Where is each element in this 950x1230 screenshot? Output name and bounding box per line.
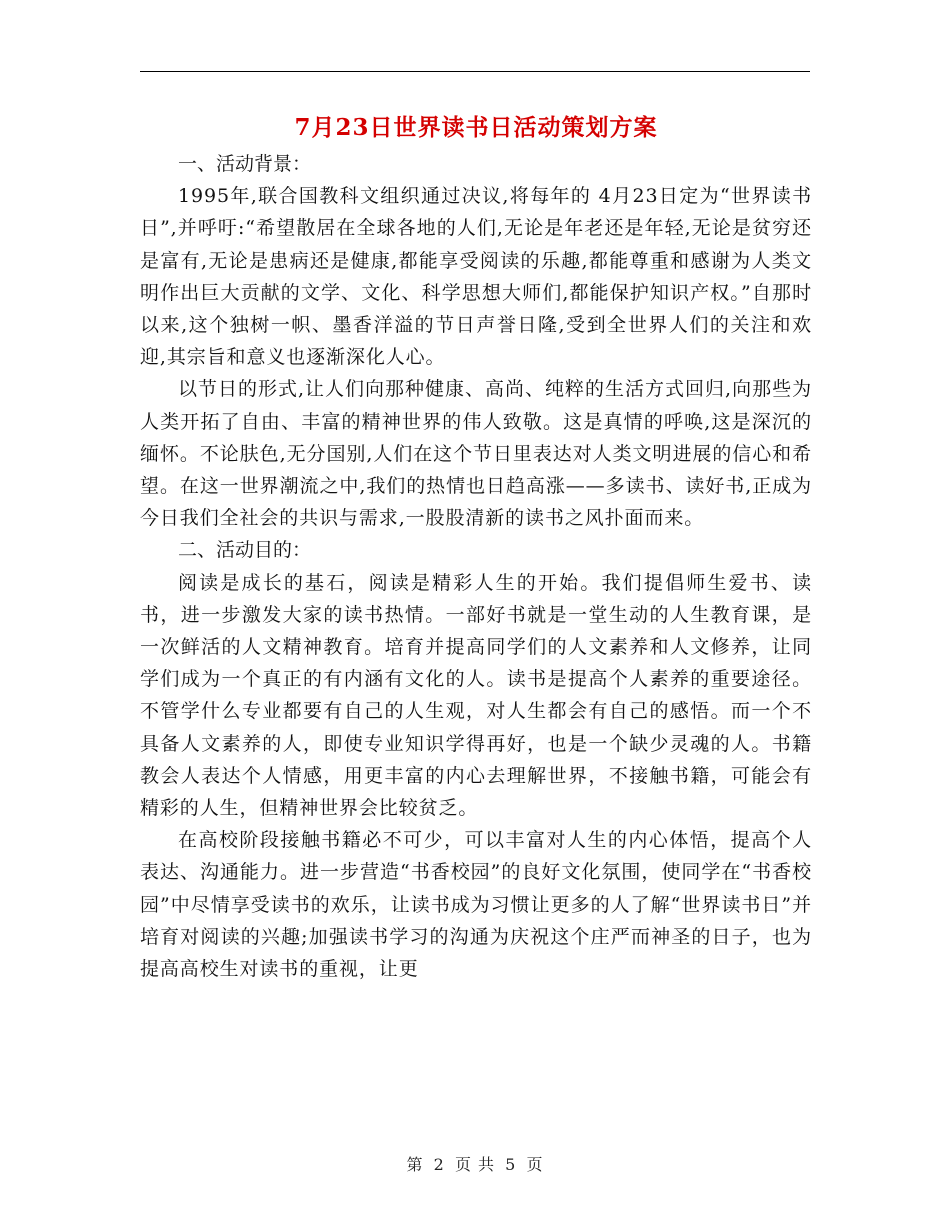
document-title: 7月23日世界读书日活动策划方案 [294, 114, 658, 141]
paragraph: 以节日的形式,让人们向那种健康、高尚、纯粹的生活方式回归,向那些为人类开拓了自由、丰富的精神世界的伟人致敬。这是真情的呼唤,这是深沉的缅怀。不论肤色,无分国别,人们在这个节日里表达对人类文明进展的信心和希望。在这一世界潮流之中,我们的热情也日趋高涨——多读书、读好书,正成为今日我们全社会的共识与需求,一股股清新的读书之风扑面而来。 [140, 378, 812, 530]
section-heading-purpose: 二、活动目的： [178, 539, 312, 562]
footer-total-pages: 5 [505, 1155, 517, 1174]
footer-label-ye-2: 页 [526, 1155, 544, 1174]
footer-label-ye: 页 [454, 1155, 472, 1174]
document-body [140, 108, 812, 985]
footer-label-total: 共 [478, 1155, 496, 1174]
paragraph: 阅读是成长的基石，阅读是精彩人生的开始。我们提倡师生爱书、读书，进一步激发大家的读书热情。一部好书就是一堂生动的人生教育课，是一次鲜活的人文精神教育。培育并提高同学们的人文素养和人文修养，让同学们成为一个真正的有内涵有文化的人。读书是提高个人素养的重要途径。不管学什么专业都要有自己的人生观，对人生都会有自己的感悟。而一个不具备人文素养的人，即使专业知识学得再好，也是一个缺少灵魂的人。书籍教会人表达个人情感，用更丰富的内心去理解世界，不接触书籍，可能会有精彩的人生，但精神世界会比较贫乏。 [140, 571, 812, 820]
paragraph: 1995年,联合国教科文组织通过决议,将每年的 4月23日定为“世界读书日”,并呼吁:“希望散居在全球各地的人们,无论是年老还是年轻,无论是贫穷还是富有,无论是患病还是健康,都能享受阅读的乐趣,都能尊重和感谢为人类文明作出巨大贡献的文学、文化、科学思想大师们,都能保护知识产权。”自那时以来,这个独树一帜、墨香洋溢的节日声誉日隆,受到全世界人们的关注和欢迎,其宗旨和意义也逐渐深化人心。 [140, 185, 812, 369]
footer-label-page: 第 [406, 1155, 424, 1174]
footer-current-page: 2 [433, 1155, 445, 1174]
paragraph: 在高校阶段接触书籍必不可少，可以丰富对人生的内心体悟，提高个人表达、沟通能力。进一步营造“书香校园”的良好文化氛围，使同学在“书香校园”中尽情享受读书的欢乐，让读书成为习惯让更多的人了解“世界读书日”并培育对阅读的兴趣;加强读书学习的沟通为庆祝这个庄严而神圣的日子，也为提高高校生对读书的重视，让更 [140, 829, 812, 981]
section-heading-background: 一、活动背景： [178, 153, 312, 175]
header-rule [140, 71, 810, 72]
page-footer [0, 1152, 950, 1175]
